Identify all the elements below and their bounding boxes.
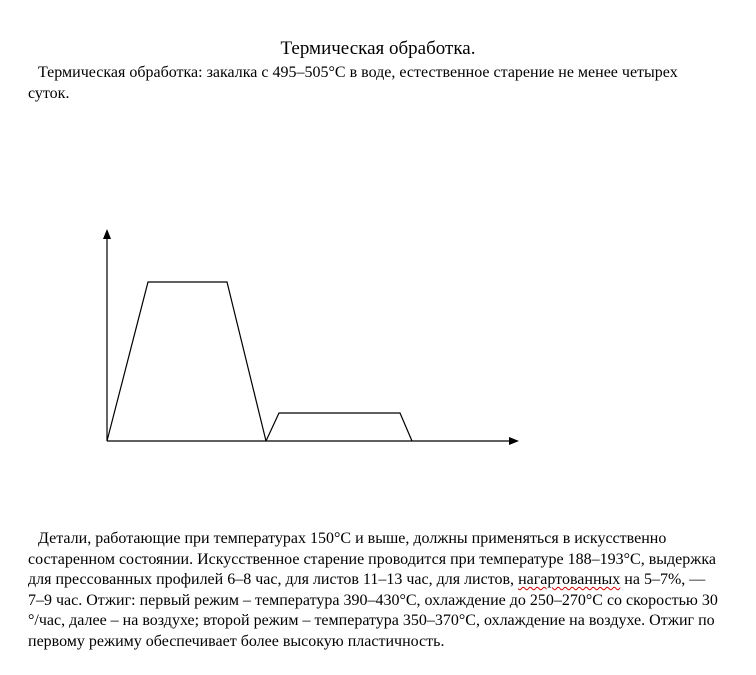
paragraph-text-end: на 5–7%, — 7–9 час. Отжиг: первый режим – температура 390–430°С, охлаждение до 250–270°С со скоростью 30 °/час, далее – на воздухе; второй режим – температура 350–370°С, охлаждение на воздухе. Отжиг по первому режиму обеспечивает более высокую пластичность. <box>28 571 718 650</box>
spellcheck-flagged-word: нагартованных <box>518 571 621 588</box>
x-axis <box>107 437 519 445</box>
quenching-profile <box>107 282 266 441</box>
paragraph-text-start: Детали, работающие при температурах 150°С и выше, должны применяться в искусственно состаренном состоянии. Искусственное старение проводится при температуре 188–193°С, выдержка для прессованных профилей 6–8 час, для листов 11–13 час, для листов, <box>28 530 716 588</box>
y-axis <box>103 229 111 441</box>
aging-profile <box>266 413 412 441</box>
treatment-paragraph <box>28 529 718 652</box>
intro-paragraph: Термическая обработка: закалка с 495–505°С в воде, естественное старение не менее четырех суток. <box>28 64 678 102</box>
page-title: Термическая обработка. <box>280 38 476 59</box>
